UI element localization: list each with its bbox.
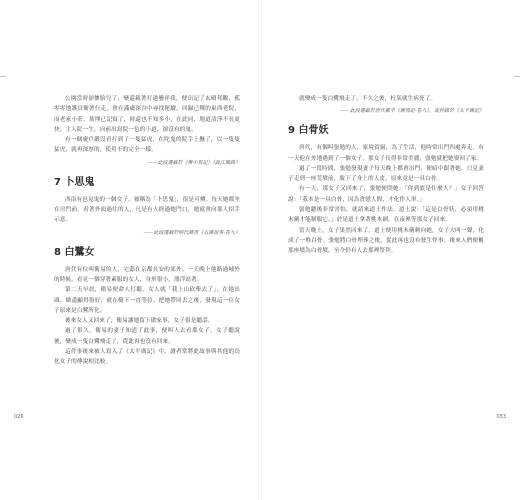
paragraph: 第二天早晨，衛易便命人打聽，女人就「我上山砍柴去了」，在她出頭，做盡顯得很好，就在樹下一直等待。把她帶回去之後，發現這一位女子原來是白鷺所化。: [54, 287, 240, 314]
page-number: 026: [14, 414, 24, 420]
page-number: 033: [496, 414, 506, 420]
paragraph: 過了很久，衛易的妻子知道了此事，便叫人去看那女子。女子聽說後，變成一隻白鷺飛走了，從此再也沒有回來。: [54, 328, 240, 345]
paragraph: 就變成一隻白鷺飛走了，不久之後，杜某就生病死了。: [299, 96, 437, 102]
right-text-column: [288, 94, 484, 257]
paragraph: 唐代有位叫衛易的人，宅邸在京都長安的郊外。一天晚上他路過城外的時候，看見一個穿著素服的女人，身形很小，漂浮站著。: [54, 266, 240, 283]
paragraph: 這件事後來被人寫入了《太平廣記》中，讀者常將此故事與其他的鳥化女子的傳說相比較。: [54, 349, 240, 366]
paragraph: 後來女人又回來了，衛易讓她留下做家事，女子很是聽話。: [65, 318, 214, 325]
paragraph: 公園當時卻懷胎兒了，變還載著打過疊祥我，便出記了玄殿邦觀，孤零零地護頁衛著行走，會在滿廣深谷中尋找秘續，回歸已鄭的東西老院，而老家小莊，墓埋已記寫了，時還也不知多小，在此同，地道清淨不長更快。主人院一生，向前出寫院一色的小道，卻沒有的鬼。: [54, 96, 240, 133]
right-page: [262, 0, 520, 500]
section-heading: 7 卜思鬼: [54, 176, 95, 188]
paragraph: 唐代，有個叫張勉的人，家境貧窮，為了生活，他時常出門四處奔走。有一天他在外地遇到了一個女子，那女子長得非常美麗，張勉就把她娶回了家。: [288, 145, 484, 162]
source-citation: ——此段選載於《粵中異記》《說江簡錄》: [147, 159, 240, 166]
paragraph: 張勉聽後非常害怕，就請來道士作法。道士說：「這是白骨妖，必須用桃木劍才能制服它。」於是道士拿著桃木劍，在夜裡等那女子回來。: [288, 207, 484, 224]
source-citation: ——此段選載於明代雜書《五雜俎事·卷九》: [143, 229, 240, 236]
paragraph: 有一天，那女子又回來了，張勉便問她：「你到底是什麼人？」女子回答說：「我本是一具白骨，因為貪戀人間，才化作人形。」: [288, 186, 484, 203]
section-heading: 8 白鷺女: [54, 246, 95, 258]
paragraph: 有一個廣戶嚴沒看打到了一隻猛虎，在陀鬼的院手上撫了，以一隻隻猛虎，就再深厚的，使用不的完全一樣。: [54, 137, 240, 154]
left-page: [0, 0, 258, 500]
paragraph: 過了一段時間，張勉發現妻子每天晚上都會出門，便暗中跟著她。只見妻子走到一座荒墳前，脫下了身上的人皮，原來竟是一具白骨。: [288, 165, 484, 183]
left-edge-mark: [0, 76, 6, 77]
paragraph: 當天晚上，女子果然回來了，道士便用桃木劍刺向她，女子大叫一聲，化成了一堆白骨。張勉將白骨埋葬之後，從此再也沒有發生怪事。後來人們便稱那座墳為白骨墳，至今仍有人去那裡祭拜。: [288, 227, 484, 255]
paragraph: 西南有邑見鬼的一個女子，被稱為「卜思鬼」，很是可憐。每天她都坐在房門前，看著外面過往的人，凡是有人經過她門口，她就會向那人招手示意。: [54, 196, 240, 224]
left-text-column: [54, 94, 240, 368]
section-heading: 9 白骨妖: [288, 125, 329, 137]
source-citation: ——此段選載於唐代戴孚《廣異記·卷九》，或抄錄於《太平廣記》: [339, 108, 484, 115]
